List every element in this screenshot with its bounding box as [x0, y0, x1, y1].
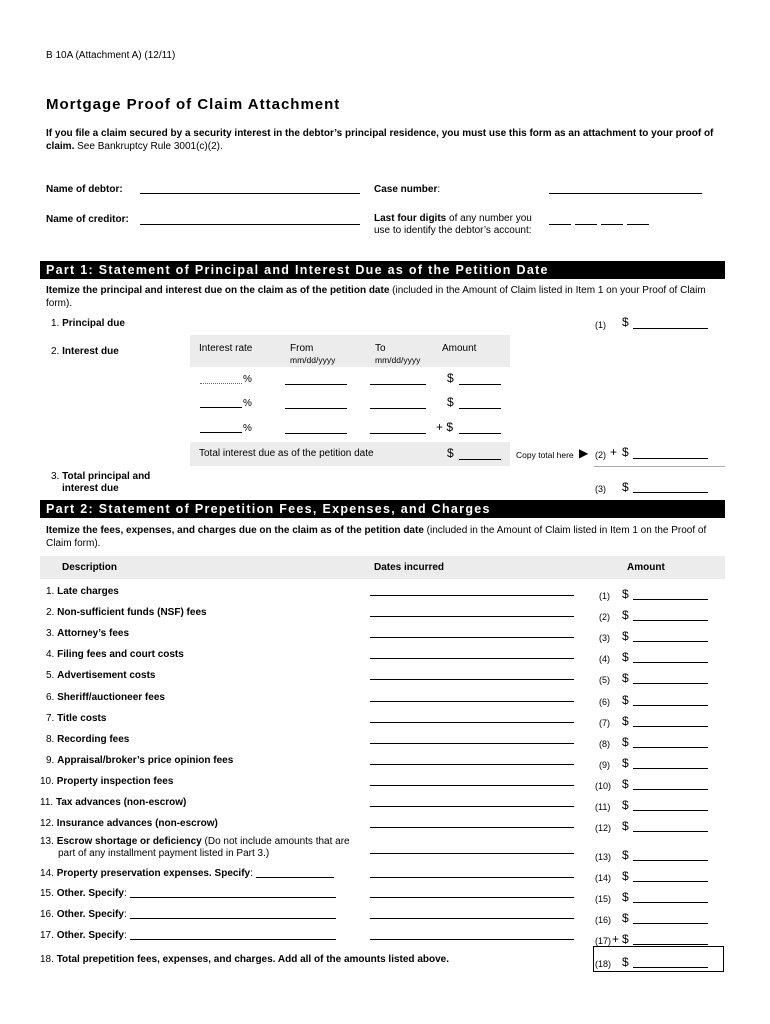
interest-amount-field[interactable] [459, 384, 501, 385]
date-incurred-field[interactable] [370, 827, 574, 828]
fee-item-code: (18) [595, 959, 612, 969]
row1-label: 1. Principal due [51, 318, 125, 329]
dollar-sign: $ [622, 693, 629, 707]
row1-code: (1) [595, 320, 606, 330]
interest-rate-field[interactable] [200, 383, 242, 384]
fee-item-code: (14) [595, 873, 612, 883]
date-incurred-field[interactable] [370, 595, 574, 596]
fee-amount-field[interactable] [633, 768, 708, 769]
fee-item-label: 15. Other. Specify: [40, 888, 127, 899]
part2-heading: Part 2: Statement of Prepetition Fees, Expenses, and Charges [40, 500, 725, 518]
intro-text: If you file a claim secured by a security interest in the debtor’s principal residence, you must use this form as an attachment to your proof of claim. See Bankruptcy Rule 3001(c)(2). [46, 128, 714, 152]
case-number-field[interactable] [549, 193, 702, 194]
part1-heading: Part 1: Statement of Principal and Interest Due as of the Petition Date [40, 261, 725, 279]
col-to: To [375, 343, 386, 354]
dollar-sign: $ [622, 777, 629, 791]
dollar-sign: $ [622, 890, 629, 904]
fee-amount-field[interactable] [633, 726, 708, 727]
fee-item-label: 9. Appraisal/broker’s price opinion fees [46, 755, 234, 766]
dollar-sign: $ [622, 798, 629, 812]
fee-item-code: (8) [599, 739, 610, 749]
row1-dollar: $ [622, 315, 629, 329]
last-four-label: Last four digits of any number you [374, 213, 532, 224]
debtor-label: Name of debtor: [46, 184, 123, 195]
fee-item-label: 4. Filing fees and court costs [46, 649, 184, 660]
case-number-label: Case number: [374, 184, 441, 195]
dollar-sign: $ [622, 650, 629, 664]
row3-code: (3) [595, 484, 606, 494]
to-date-field[interactable] [370, 408, 426, 409]
date-incurred-field[interactable] [370, 897, 574, 898]
plus-dollar-sign: + $ [436, 420, 454, 434]
date-incurred-field[interactable] [370, 637, 574, 638]
fee-item-label: 2. Non-sufficient funds (NSF) fees [46, 607, 207, 618]
fee-item-code: (16) [595, 915, 612, 925]
date-incurred-field[interactable] [370, 877, 574, 878]
fee-amount-field[interactable] [633, 789, 708, 790]
to-date-field[interactable] [370, 433, 426, 434]
date-incurred-field[interactable] [370, 722, 574, 723]
fee-item-code: (3) [599, 633, 610, 643]
date-incurred-field[interactable] [370, 701, 574, 702]
total-interest-field[interactable] [459, 459, 501, 460]
from-date-field[interactable] [285, 433, 347, 434]
fee-item-label: 17. Other. Specify: [40, 930, 127, 941]
part1-intro: Itemize the principal and interest due on the claim as of the petition date (included in the Amount of Claim listed in Item 1 on your Proof of Claim form). [46, 285, 706, 309]
row2-code: (2) [595, 450, 606, 460]
dollar-sign: $ [622, 735, 629, 749]
fee-item-code: (11) [595, 802, 611, 812]
fee-amount-field[interactable] [633, 831, 708, 832]
interest-amount-field[interactable] [459, 433, 501, 434]
total-fees-box [593, 946, 724, 972]
col-from: From [290, 343, 314, 354]
date-incurred-field[interactable] [370, 785, 574, 786]
dollar-sign: $ [622, 911, 629, 925]
percent-sign: % [243, 423, 252, 434]
interest-rate-field[interactable] [200, 407, 242, 408]
dollar-sign: $ [622, 608, 629, 622]
fee-amount-field[interactable] [633, 705, 708, 706]
fee-amount-field[interactable] [633, 902, 708, 903]
copy-total-label: Copy total here [516, 450, 574, 460]
fee-item-label: 12. Insurance advances (non-escrow) [40, 818, 218, 829]
page-title: Mortgage Proof of Claim Attachment [46, 96, 341, 113]
debtor-name-field[interactable] [140, 193, 360, 194]
dollar-sign: $ [622, 671, 629, 685]
date-incurred-field[interactable] [370, 658, 574, 659]
percent-sign: % [243, 374, 252, 385]
fee-item-code: (9) [599, 760, 610, 770]
fee-item-label: 1. Late charges [46, 586, 119, 597]
col-amount: Amount [442, 343, 477, 354]
date-incurred-field[interactable] [370, 918, 574, 919]
col-from-format: mm/dd/yyyy [290, 355, 336, 365]
interest-rate-field[interactable] [200, 432, 242, 433]
fee-amount-field[interactable] [633, 923, 708, 924]
fee-item-label: 5. Advertisement costs [46, 670, 156, 681]
arrow-right-icon: ▶ [579, 446, 589, 460]
creditor-label: Name of creditor: [46, 214, 129, 225]
interest-due-field[interactable] [633, 458, 708, 459]
last-four-digit-1[interactable] [549, 224, 571, 225]
plus-sign: + [612, 932, 620, 946]
last-four-label-line2: use to identify the debtor’s account: [374, 225, 532, 236]
date-incurred-field[interactable] [370, 764, 574, 765]
col-dates-incurred: Dates incurred [374, 562, 445, 573]
specify-field[interactable] [130, 897, 336, 898]
sum-divider [594, 466, 725, 467]
fee-item-label: 10. Property inspection fees [40, 776, 174, 787]
fee-amount-field[interactable] [633, 641, 708, 642]
fee-item-code: (13) [595, 852, 612, 862]
total-principal-interest-field[interactable] [633, 492, 708, 493]
total-fees-label: 18. Total prepetition fees, expenses, and charges. Add all of the amounts listed above. [40, 954, 449, 965]
fee-amount-field[interactable] [633, 881, 708, 882]
fee-item-code: (1) [599, 591, 610, 601]
from-date-field[interactable] [285, 384, 347, 385]
date-incurred-field[interactable] [370, 679, 574, 680]
dollar-sign: $ [622, 714, 629, 728]
creditor-name-field[interactable] [140, 224, 360, 225]
principal-due-field[interactable] [633, 328, 708, 329]
last-four-digit-4[interactable] [627, 224, 649, 225]
fee-item-code: (4) [599, 654, 610, 664]
row2-dollar: $ [622, 445, 629, 459]
fee-amount-field[interactable] [633, 599, 708, 600]
specify-field[interactable] [256, 877, 334, 878]
from-date-field[interactable] [285, 408, 347, 409]
fee-amount-field[interactable] [633, 683, 708, 684]
row2-label: 2. Interest due [51, 346, 119, 357]
col-description: Description [62, 562, 118, 573]
date-incurred-field[interactable] [370, 939, 574, 940]
plus-sign: + [610, 445, 618, 459]
row3-dollar: $ [622, 480, 629, 494]
fee-item-label: 7. Title costs [46, 713, 107, 724]
dollar-sign: $ [622, 629, 629, 643]
dollar-sign: $ [622, 587, 629, 601]
fee-item-code: (6) [599, 697, 610, 707]
fee-item-label-line2: part of any installment payment listed in Part 3.) [58, 848, 270, 859]
date-incurred-field[interactable] [370, 616, 574, 617]
dollar-sign: $ [622, 819, 629, 833]
dollar-sign: $ [622, 955, 629, 969]
date-incurred-field[interactable] [370, 853, 574, 854]
row3-label: 3. Total principal and [51, 471, 151, 482]
dollar-sign: $ [622, 848, 629, 862]
fee-item-label: 13. Escrow shortage or deficiency (Do not include amounts that are [40, 836, 350, 847]
fee-amount-field[interactable] [633, 860, 708, 861]
dollar-sign: $ [622, 932, 629, 946]
col-amount: Amount [627, 562, 665, 573]
dollar-sign: $ [447, 371, 454, 385]
fee-item-code: (17) [595, 936, 612, 946]
specify-field[interactable] [130, 939, 336, 940]
fee-item-code: (12) [595, 823, 612, 833]
fee-item-label: 11. Tax advances (non-escrow) [40, 797, 187, 808]
part2-intro: Itemize the fees, expenses, and charges due on the claim as of the petition date (included in the Amount of Claim listed in Item 1 on the Proof of Claim form). [46, 525, 707, 549]
fee-item-label: 6. Sheriff/auctioneer fees [46, 692, 165, 703]
fee-item-label: 3. Attorney’s fees [46, 628, 129, 639]
dollar-sign: $ [622, 869, 629, 883]
form-id: B 10A (Attachment A) (12/11) [46, 50, 176, 61]
fee-item-code: (10) [595, 781, 612, 791]
fee-amount-field[interactable] [633, 620, 708, 621]
col-to-format: mm/dd/yyyy [375, 355, 421, 365]
fee-item-code: (5) [599, 675, 610, 685]
to-date-field[interactable] [370, 384, 426, 385]
col-interest-rate: Interest rate [199, 343, 253, 354]
date-incurred-field[interactable] [370, 806, 574, 807]
fee-amount-field[interactable] [633, 944, 708, 945]
interest-amount-field[interactable] [459, 408, 501, 409]
date-incurred-field[interactable] [370, 743, 574, 744]
fee-item-code: (15) [595, 894, 612, 904]
total-interest-label: Total interest due as of the petition date [199, 448, 374, 459]
fee-amount-field[interactable] [633, 810, 708, 811]
fee-item-code: (7) [599, 718, 610, 728]
percent-sign: % [243, 398, 252, 409]
specify-field[interactable] [130, 918, 336, 919]
fee-item-code: (2) [599, 612, 610, 622]
last-four-digit-3[interactable] [601, 224, 623, 225]
fee-item-label: 16. Other. Specify: [40, 909, 127, 920]
last-four-digit-2[interactable] [575, 224, 597, 225]
fee-amount-field[interactable] [633, 662, 708, 663]
dollar-sign: $ [447, 395, 454, 409]
total-fees-field[interactable] [633, 967, 708, 968]
fee-item-label: 8. Recording fees [46, 734, 130, 745]
fee-item-label: 14. Property preservation expenses. Specify: [40, 868, 253, 879]
dollar-sign: $ [447, 446, 454, 460]
dollar-sign: $ [622, 756, 629, 770]
row3-label-line2: interest due [62, 483, 119, 494]
fee-amount-field[interactable] [633, 747, 708, 748]
